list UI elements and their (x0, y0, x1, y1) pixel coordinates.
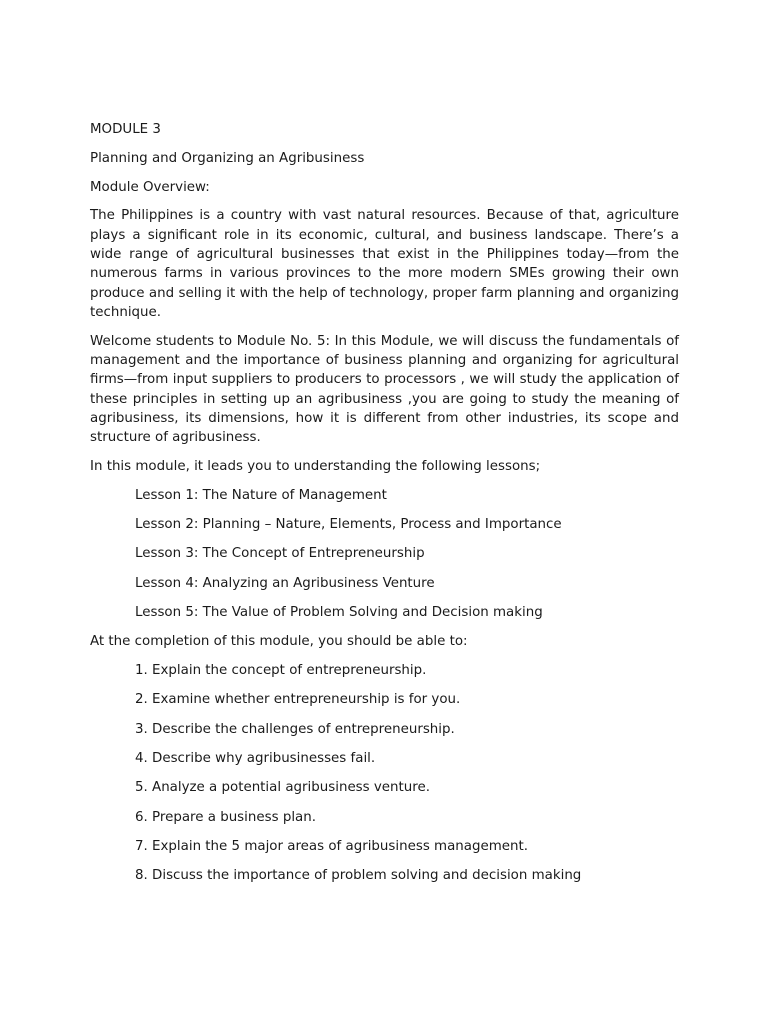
overview-heading: Module Overview: (90, 179, 210, 195)
welcome-paragraph: Welcome students to Module No. 5: In this Module, we will discuss the fundamentals of management and the importance of business planning and organizing for agricultural firms—from input suppliers to producers to processors , we will study the application of these principles in setting up an agribusiness ,you are going to study the meaning of agribusiness, its dimensions, how it is different from other industries, its scope and structure of agribusiness. (90, 333, 679, 446)
lesson-item: Lesson 4: Analyzing an Agribusiness Venture (135, 575, 435, 591)
objectives-list (90, 661, 679, 885)
objective-item: 7. Explain the 5 major areas of agribusiness management. (135, 838, 529, 854)
lesson-item: Lesson 2: Planning – Nature, Elements, Process and Importance (135, 517, 562, 533)
objective-item: 5. Analyze a potential agribusiness venture. (135, 780, 430, 796)
lesson-item: Lesson 1: The Nature of Management (135, 487, 387, 503)
objective-item: 1. Explain the concept of entrepreneurship. (135, 663, 427, 679)
lessons-intro: In this module, it leads you to understanding the following lessons; (90, 458, 541, 474)
document-page (90, 120, 679, 895)
lessons-list (90, 486, 679, 622)
objective-item: 4. Describe why agribusinesses fail. (135, 750, 376, 766)
objective-item: 3. Describe the challenges of entrepreneurship. (135, 721, 455, 737)
module-title: Planning and Organizing an Agribusiness (90, 150, 365, 166)
lesson-item: Lesson 5: The Value of Problem Solving and Decision making (135, 604, 543, 620)
lesson-item: Lesson 3: The Concept of Entrepreneurship (135, 546, 425, 562)
objective-item: 6. Prepare a business plan. (135, 809, 316, 825)
objectives-intro: At the completion of this module, you should be able to: (90, 634, 468, 650)
overview-paragraph: The Philippines is a country with vast natural resources. Because of that, agriculture plays a significant role in its economic, cultural, and business landscape. There’s a wide range of agricultural businesses that exist in the Philippines today—from the numerous farms in various provinces to the more modern SMEs growing their own produce and selling it with the help of technology, proper farm planning and organizing technique. (90, 208, 679, 320)
module-label: MODULE 3 (90, 122, 161, 137)
objective-item: 2. Examine whether entrepreneurship is for you. (135, 692, 461, 708)
objective-item: 8. Discuss the importance of problem solving and decision making (135, 868, 582, 884)
